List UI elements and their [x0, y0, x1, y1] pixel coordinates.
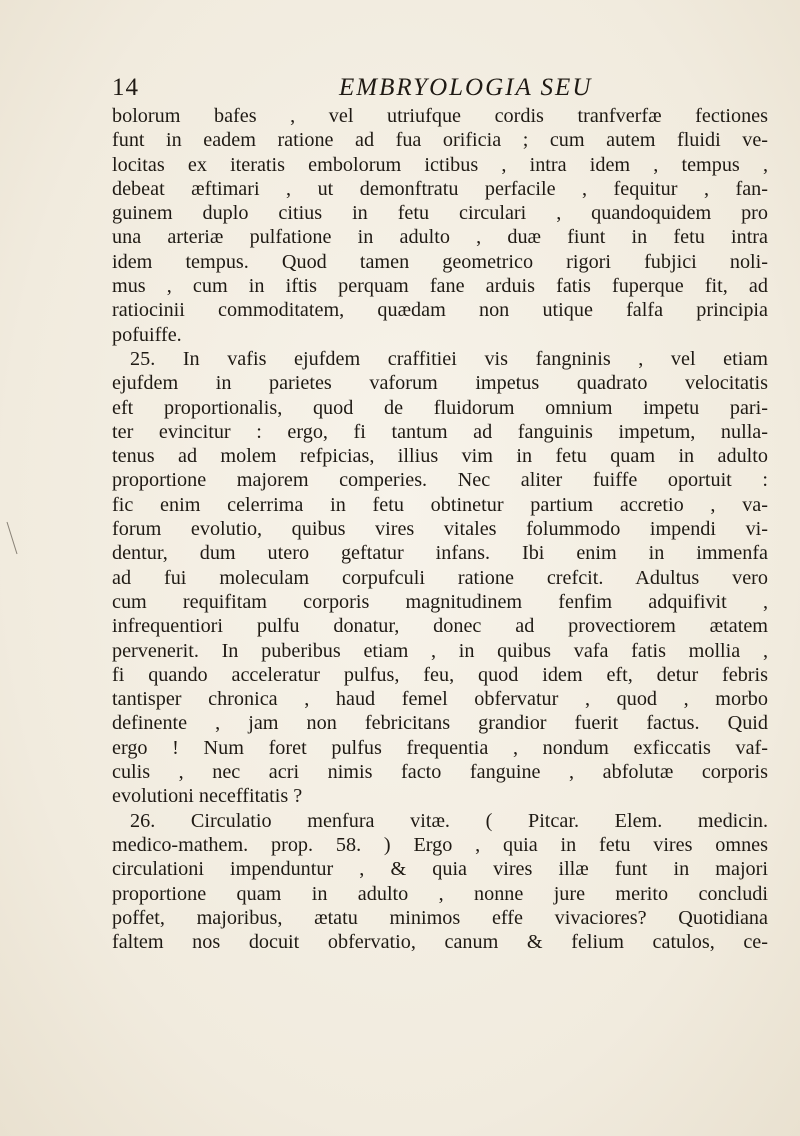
- text-line: idem tempus. Quod tamen geometrico rigori fubjici noli-: [112, 250, 768, 273]
- text-line: ter evincitur : ergo, fi tantum ad fanguinis impetum, nulla-: [112, 420, 768, 443]
- text-line: guinem duplo citius in fetu circulari , quandoquidem pro: [112, 202, 768, 225]
- text-line: ejufdem in parietes vaforum impetus quadrato velocitatis: [112, 372, 768, 395]
- text-line: medico-mathem. prop. 58. ) Ergo , quia in fetu vires omnes: [112, 833, 768, 856]
- text-line: mus , cum in iftis perquam fane arduis fatis fuperque fit, ad: [112, 275, 768, 298]
- page-number: 14: [112, 74, 139, 101]
- text-line: ratiocinii commoditatem, quædam non utique falfa principia: [112, 299, 768, 322]
- text-line: infrequentiori pulfu donatur, donec ad provectiorem ætatem: [112, 615, 768, 638]
- text-line: forum evolutio, quibus vires vitales folummodo impendi vi-: [112, 518, 768, 541]
- text-line: circulationi impenduntur , & quia vires illæ funt in majori: [112, 858, 768, 881]
- text-line: cum requifitam corporis magnitudinem fenfim adquifivit ,: [112, 590, 768, 613]
- paragraph-26-start: 26. Circulatio menfura vitæ. ( Pitcar. Elem. medicin.: [130, 809, 768, 832]
- text-line: debeat æftimari , ut demonftratu perfacile , fequitur , fan-: [112, 177, 768, 200]
- text-line: culis , nec acri nimis facto fanguine , abfolutæ corporis: [112, 761, 768, 784]
- text-line: ergo ! Num foret pulfus frequentia , nondum exficcatis vaf-: [112, 736, 768, 759]
- text-line: proportione majorem comperies. Nec aliter fuiffe oportuit :: [112, 469, 768, 492]
- text-line: fi quando acceleratur pulfus, feu, quod idem eft, detur febris: [112, 663, 768, 686]
- text-line: funt in eadem ratione ad fua orificia ; cum autem fluidi ve-: [112, 129, 768, 152]
- text-line: proportione quam in adulto , nonne jure merito concludi: [112, 882, 768, 905]
- text-line: dentur, dum utero geftatur infans. Ibi enim in immenfa: [112, 542, 768, 565]
- text-line: faltem nos docuit obfervatio, canum & felium catulos, ce-: [112, 931, 768, 954]
- text-line: fic enim celerrima in fetu obtinetur partium accretio , va-: [112, 493, 768, 516]
- text-line: eft proportionalis, quod de fluidorum omnium impetu pari-: [112, 396, 768, 419]
- text-line: pofuiffe.: [112, 323, 182, 346]
- margin-pencil-mark: [6, 520, 20, 590]
- running-head: EMBRYOLOGIA SEU: [339, 74, 593, 101]
- text-line: poffet, majoribus, ætatu minimos effe vivaciores? Quotidiana: [112, 906, 768, 929]
- text-line: locitas ex iteratis embolorum ictibus , intra idem , tempus ,: [112, 153, 768, 176]
- page-header: [112, 74, 760, 108]
- body-text: [112, 104, 768, 954]
- text-line: tenus ad molem refpicias, illius vim in fetu quam in adulto: [112, 445, 768, 468]
- text-line: ad fui moleculam corpufculi ratione crefcit. Adultus vero: [112, 566, 768, 589]
- text-line: una arteriæ pulfatione in adulto , duæ fiunt in fetu intra: [112, 226, 768, 249]
- text-line: definente , jam non febricitans grandior fuerit factus. Quid: [112, 712, 768, 735]
- paragraph-25-start: 25. In vafis ejufdem craffitiei vis fangninis , vel etiam: [130, 347, 768, 370]
- text-line: bolorum bafes , vel utriufque cordis tranfverfæ fectiones: [112, 105, 768, 127]
- text-line: tantisper chronica , haud femel obfervatur , quod , morbo: [112, 688, 768, 711]
- text-line: pervenerit. In puberibus etiam , in quibus vafa fatis mollia ,: [112, 639, 768, 662]
- text-line: evolutioni neceffitatis ?: [112, 785, 303, 808]
